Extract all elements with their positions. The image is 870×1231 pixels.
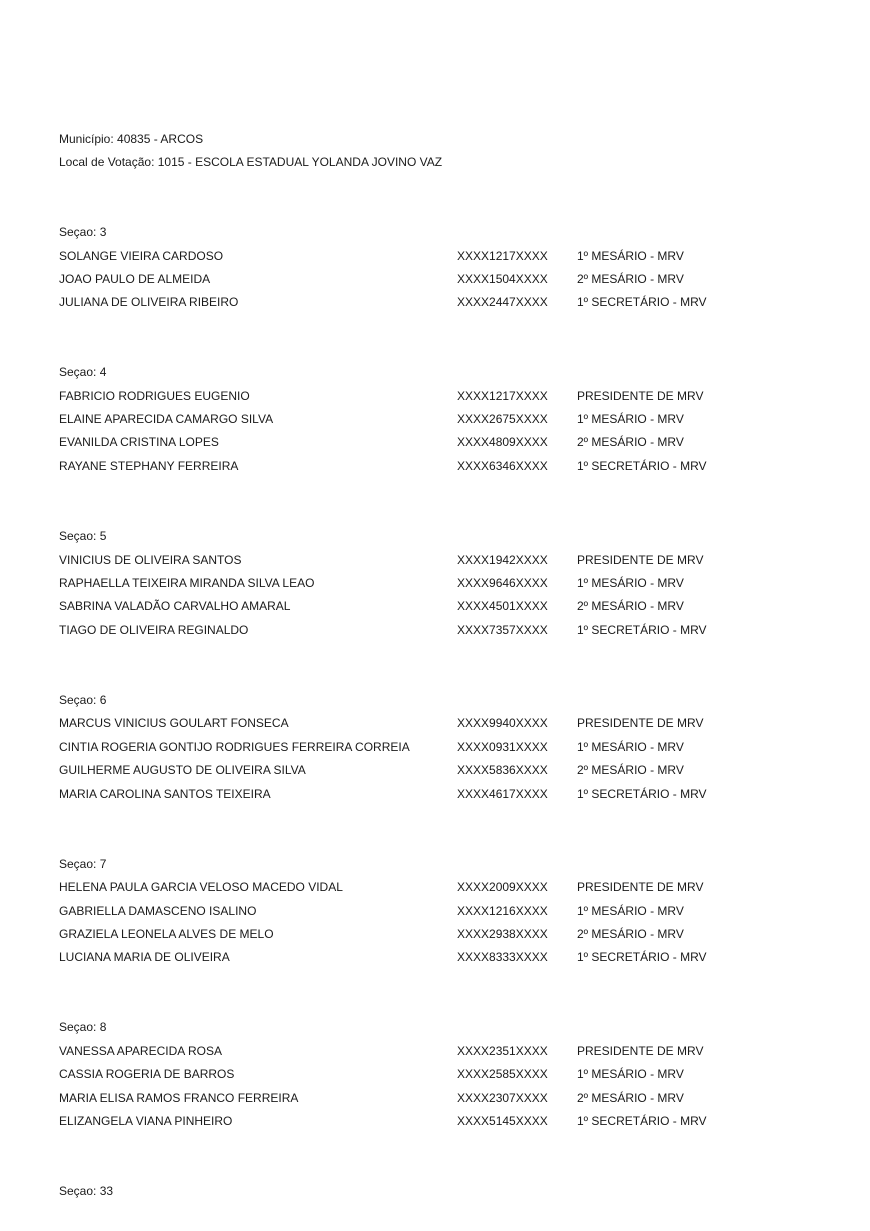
table-row: [0, 926, 870, 942]
table-row: [0, 271, 870, 287]
table-row: [0, 575, 870, 591]
member-role: 2º MESÁRIO - MRV: [577, 1091, 684, 1105]
member-id: XXXX1942XXXX: [457, 553, 548, 567]
member-id: XXXX7357XXXX: [457, 623, 548, 637]
member-role: 1º SECRETÁRIO - MRV: [577, 459, 707, 473]
member-id: XXXX2938XXXX: [457, 927, 548, 941]
member-name: JOAO PAULO DE ALMEIDA: [59, 272, 211, 286]
section-label: Seçao: 6: [59, 693, 107, 707]
member-id: XXXX2585XXXX: [457, 1067, 548, 1081]
member-role: 1º SECRETÁRIO - MRV: [577, 295, 707, 309]
member-role: 1º SECRETÁRIO - MRV: [577, 623, 707, 637]
section-label: Seçao: 7: [59, 857, 107, 871]
member-role: 1º SECRETÁRIO - MRV: [577, 1114, 707, 1128]
local-votacao-line: Local de Votação: 1015 - ESCOLA ESTADUAL YOLANDA JOVINO VAZ: [59, 155, 443, 169]
section-label: Seçao: 3: [59, 225, 107, 239]
table-row: [0, 388, 870, 404]
municipio-line: Município: 40835 - ARCOS: [59, 132, 204, 146]
table-row: [0, 949, 870, 965]
member-id: XXXX1217XXXX: [457, 389, 548, 403]
member-role: PRESIDENTE DE MRV: [577, 1044, 704, 1058]
member-name: MARCUS VINICIUS GOULART FONSECA: [59, 716, 289, 730]
member-name: HELENA PAULA GARCIA VELOSO MACEDO VIDAL: [59, 880, 343, 894]
member-name: TIAGO DE OLIVEIRA REGINALDO: [59, 623, 249, 637]
member-id: XXXX5145XXXX: [457, 1114, 548, 1128]
member-id: XXXX9940XXXX: [457, 716, 548, 730]
member-id: XXXX1504XXXX: [457, 272, 548, 286]
section-label: Seçao: 8: [59, 1020, 107, 1034]
member-role: 2º MESÁRIO - MRV: [577, 435, 684, 449]
member-id: XXXX2447XXXX: [457, 295, 548, 309]
member-name: GRAZIELA LEONELA ALVES DE MELO: [59, 927, 274, 941]
member-name: FABRICIO RODRIGUES EUGENIO: [59, 389, 250, 403]
member-name: MARIA ELISA RAMOS FRANCO FERREIRA: [59, 1091, 299, 1105]
member-id: XXXX4501XXXX: [457, 599, 548, 613]
table-row: [0, 552, 870, 568]
table-row: [0, 1090, 870, 1106]
table-row: [0, 1113, 870, 1129]
table-row: [0, 294, 870, 310]
member-name: GABRIELLA DAMASCENO ISALINO: [59, 904, 257, 918]
member-role: 1º MESÁRIO - MRV: [577, 412, 684, 426]
table-row: [0, 598, 870, 614]
member-name: RAYANE STEPHANY FERREIRA: [59, 459, 239, 473]
member-name: JULIANA DE OLIVEIRA RIBEIRO: [59, 295, 239, 309]
table-row: [0, 1043, 870, 1059]
member-name: LUCIANA MARIA DE OLIVEIRA: [59, 950, 230, 964]
member-id: XXXX1216XXXX: [457, 904, 548, 918]
member-id: XXXX8333XXXX: [457, 950, 548, 964]
member-role: 1º SECRETÁRIO - MRV: [577, 787, 707, 801]
table-row: [0, 248, 870, 264]
section-label: Seçao: 5: [59, 529, 107, 543]
table-row: [0, 903, 870, 919]
table-row: [0, 739, 870, 755]
member-id: XXXX1217XXXX: [457, 249, 548, 263]
member-id: XXXX0931XXXX: [457, 740, 548, 754]
table-row: [0, 434, 870, 450]
member-role: 2º MESÁRIO - MRV: [577, 599, 684, 613]
member-name: SABRINA VALADÃO CARVALHO AMARAL: [59, 599, 291, 613]
member-role: 1º SECRETÁRIO - MRV: [577, 950, 707, 964]
table-row: [0, 715, 870, 731]
member-role: PRESIDENTE DE MRV: [577, 880, 704, 894]
member-name: VANESSA APARECIDA ROSA: [59, 1044, 222, 1058]
member-name: ELIZANGELA VIANA PINHEIRO: [59, 1114, 233, 1128]
member-role: 2º MESÁRIO - MRV: [577, 272, 684, 286]
member-role: 2º MESÁRIO - MRV: [577, 927, 684, 941]
member-name: CASSIA ROGERIA DE BARROS: [59, 1067, 235, 1081]
member-id: XXXX6346XXXX: [457, 459, 548, 473]
member-id: XXXX4809XXXX: [457, 435, 548, 449]
table-row: [0, 786, 870, 802]
member-id: XXXX2009XXXX: [457, 880, 548, 894]
table-row: [0, 622, 870, 638]
member-name: GUILHERME AUGUSTO DE OLIVEIRA SILVA: [59, 763, 306, 777]
member-id: XXXX2351XXXX: [457, 1044, 548, 1058]
member-id: XXXX9646XXXX: [457, 576, 548, 590]
table-row: [0, 458, 870, 474]
member-role: PRESIDENTE DE MRV: [577, 716, 704, 730]
section-label: Seçao: 4: [59, 365, 107, 379]
section-label: Seçao: 33: [59, 1184, 114, 1198]
member-id: XXXX4617XXXX: [457, 787, 548, 801]
member-role: 1º MESÁRIO - MRV: [577, 904, 684, 918]
member-id: XXXX2675XXXX: [457, 412, 548, 426]
table-row: [0, 411, 870, 427]
member-role: PRESIDENTE DE MRV: [577, 389, 704, 403]
member-name: RAPHAELLA TEIXEIRA MIRANDA SILVA LEAO: [59, 576, 315, 590]
member-name: ELAINE APARECIDA CAMARGO SILVA: [59, 412, 274, 426]
member-role: 1º MESÁRIO - MRV: [577, 1067, 684, 1081]
member-role: 1º MESÁRIO - MRV: [577, 249, 684, 263]
table-row: [0, 762, 870, 778]
member-name: CINTIA ROGERIA GONTIJO RODRIGUES FERREIRA CORREIA: [59, 740, 410, 754]
table-row: [0, 1066, 870, 1082]
table-row: [0, 879, 870, 895]
member-role: 2º MESÁRIO - MRV: [577, 763, 684, 777]
member-name: SOLANGE VIEIRA CARDOSO: [59, 249, 224, 263]
member-name: EVANILDA CRISTINA LOPES: [59, 435, 219, 449]
member-id: XXXX2307XXXX: [457, 1091, 548, 1105]
member-role: 1º MESÁRIO - MRV: [577, 576, 684, 590]
member-role: PRESIDENTE DE MRV: [577, 553, 704, 567]
member-name: VINICIUS DE OLIVEIRA SANTOS: [59, 553, 242, 567]
member-name: MARIA CAROLINA SANTOS TEIXEIRA: [59, 787, 271, 801]
member-role: 1º MESÁRIO - MRV: [577, 740, 684, 754]
member-id: XXXX5836XXXX: [457, 763, 548, 777]
